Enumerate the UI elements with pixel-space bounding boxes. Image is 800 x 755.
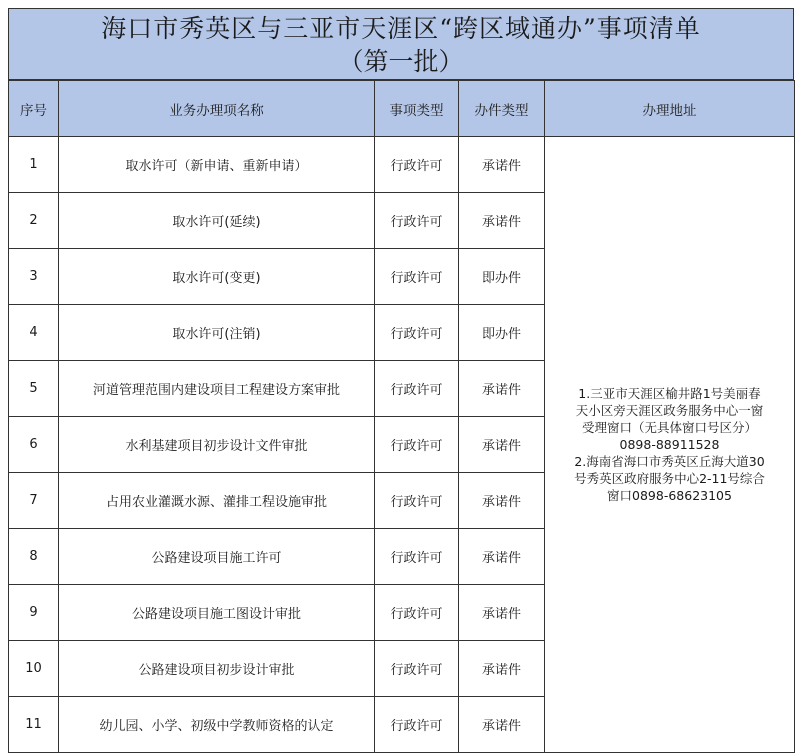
cell-handle: 即办件 [459,249,545,305]
items-table [8,80,795,753]
cell-seq: 8 [9,529,59,585]
cell-handle: 承诺件 [459,641,545,697]
cell-name: 公路建设项目初步设计审批 [59,641,375,697]
cell-type: 行政许可 [375,529,459,585]
cell-type: 行政许可 [375,585,459,641]
cell-name: 取水许可(注销) [59,305,375,361]
cell-handle: 承诺件 [459,697,545,753]
address-line: 天小区旁天涯区政务服务中心一窗 [575,403,764,418]
cell-name: 幼儿园、小学、初级中学教师资格的认定 [59,697,375,753]
cell-name: 公路建设项目施工许可 [59,529,375,585]
cell-seq: 9 [9,585,59,641]
cell-handle: 承诺件 [459,529,545,585]
address-line: 0898-88911528 [619,437,720,452]
cell-name: 取水许可（新申请、重新申请） [59,137,375,193]
address-line: 号秀英区政府服务中心2-11号综合 [574,471,765,486]
page-title: 海口市秀英区与三亚市天涯区“跨区域通办”事项清单 [101,14,701,43]
cell-seq: 4 [9,305,59,361]
cell-seq: 7 [9,473,59,529]
cell-name: 河道管理范围内建设项目工程建设方案审批 [59,361,375,417]
table-row [9,137,795,193]
header-type: 事项类型 [375,81,459,137]
document-sheet [8,8,794,753]
cell-seq: 6 [9,417,59,473]
cell-seq: 11 [9,697,59,753]
cell-seq: 1 [9,137,59,193]
cell-type: 行政许可 [375,137,459,193]
cell-type: 行政许可 [375,697,459,753]
header-name: 业务办理项名称 [59,81,375,137]
cell-name: 取水许可(延续) [59,193,375,249]
cell-address [545,137,795,753]
cell-handle: 承诺件 [459,417,545,473]
title-banner [8,8,794,80]
cell-name: 公路建设项目施工图设计审批 [59,585,375,641]
cell-type: 行政许可 [375,361,459,417]
cell-seq: 10 [9,641,59,697]
cell-type: 行政许可 [375,417,459,473]
cell-type: 行政许可 [375,249,459,305]
cell-type: 行政许可 [375,473,459,529]
table-header-row [9,81,795,137]
cell-name: 水利基建项目初步设计文件审批 [59,417,375,473]
cell-name: 取水许可(变更) [59,249,375,305]
table-body [9,137,795,753]
page-subtitle: （第一批） [338,47,464,76]
cell-type: 行政许可 [375,641,459,697]
header-seq: 序号 [9,81,59,137]
header-address: 办理地址 [545,81,795,137]
cell-handle: 即办件 [459,305,545,361]
cell-type: 行政许可 [375,305,459,361]
cell-handle: 承诺件 [459,361,545,417]
cell-seq: 5 [9,361,59,417]
header-handle: 办件类型 [459,81,545,137]
cell-handle: 承诺件 [459,193,545,249]
cell-seq: 3 [9,249,59,305]
cell-handle: 承诺件 [459,585,545,641]
address-line: 2.海南省海口市秀英区丘海大道30 [574,454,765,469]
address-line: 受理窗口（无具体窗口号区分） [581,420,757,435]
address-line: 窗口0898-68623105 [607,488,732,503]
cell-handle: 承诺件 [459,473,545,529]
cell-handle: 承诺件 [459,137,545,193]
cell-name: 占用农业灌溉水源、灌排工程设施审批 [59,473,375,529]
cell-type: 行政许可 [375,193,459,249]
cell-seq: 2 [9,193,59,249]
address-line: 1.三亚市天涯区榆井路1号美丽春 [578,386,761,401]
